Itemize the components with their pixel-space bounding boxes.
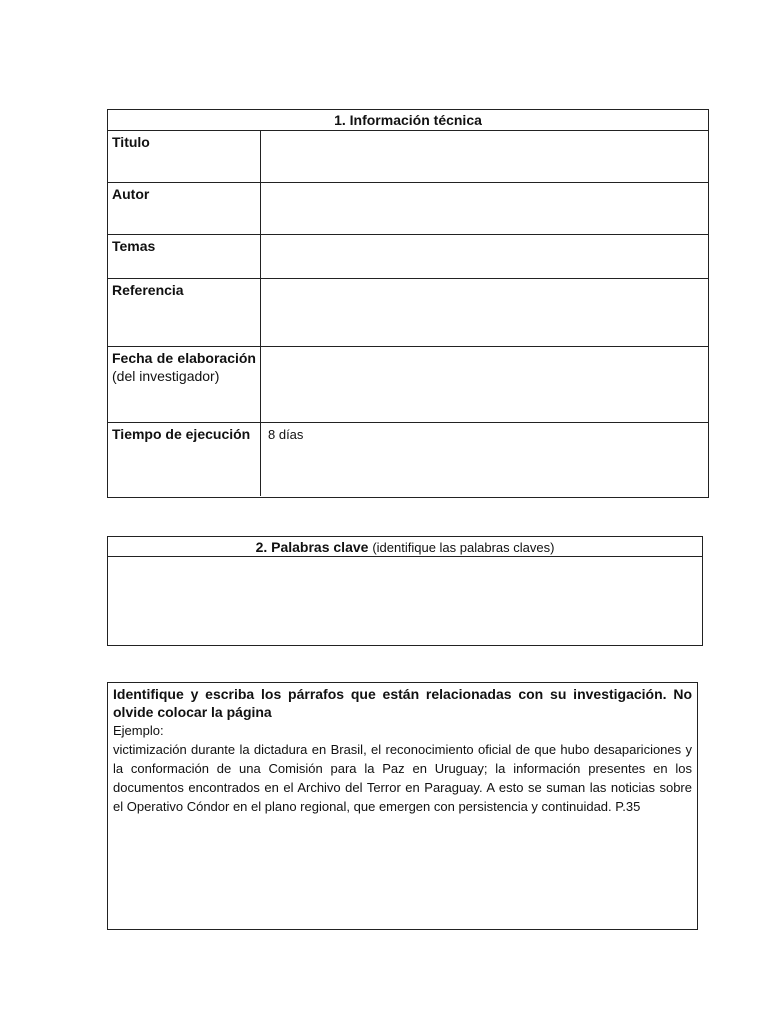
row-titulo — [108, 131, 708, 183]
label-autor — [108, 183, 261, 234]
label-fecha-sub: (del investigador) — [112, 368, 220, 384]
row-tiempo — [108, 423, 708, 496]
keywords-header-bold: 2. Palabras clave — [255, 539, 369, 555]
keywords-header — [108, 537, 702, 557]
paragraphs-box[interactable] — [107, 682, 698, 930]
label-titulo — [108, 131, 261, 182]
value-tiempo[interactable]: 8 días — [268, 427, 304, 442]
label-tiempo-text: Tiempo de ejecución — [112, 426, 251, 442]
label-autor-text: Autor — [112, 186, 150, 202]
label-fecha-text: Fecha de elaboración — [112, 350, 256, 366]
keywords-header-hint: (identifique las palabras claves) — [372, 540, 555, 555]
label-referencia — [108, 279, 261, 346]
technical-info-table — [107, 109, 709, 498]
value-referencia[interactable] — [261, 279, 708, 346]
label-referencia-text: Referencia — [112, 282, 184, 298]
value-titulo[interactable] — [261, 131, 708, 182]
row-referencia — [108, 279, 708, 347]
label-tiempo — [108, 423, 261, 496]
value-autor[interactable] — [261, 183, 708, 234]
technical-info-header: 1. Información técnica — [108, 110, 708, 131]
row-temas — [108, 235, 708, 279]
value-fecha[interactable] — [261, 347, 708, 422]
label-titulo-text: Titulo — [112, 134, 150, 150]
paragraphs-title: Identifique y escriba los párrafos que están relacionadas con su investigación. No olvide colocar la página — [113, 686, 692, 720]
example-text: victimización durante la dictadura en Brasil, el reconocimiento oficial de que hubo desapariciones y la conformación de una Comisión para la Paz en Uruguay; la información presentes en los documentos encontrados en el Archivo del Terror en Paraguay. A esto se suman las noticias sobre el Operativo Cóndor en el plano regional, que emergen con persistencia y continuidad. P.35 — [113, 742, 692, 814]
label-temas — [108, 235, 261, 278]
row-autor — [108, 183, 708, 235]
keywords-table — [107, 536, 703, 646]
value-temas[interactable] — [261, 235, 708, 278]
row-fecha — [108, 347, 708, 423]
label-fecha — [108, 347, 261, 422]
example-label: Ejemplo: — [113, 723, 164, 738]
keywords-content[interactable] — [108, 557, 702, 643]
label-temas-text: Temas — [112, 238, 156, 254]
